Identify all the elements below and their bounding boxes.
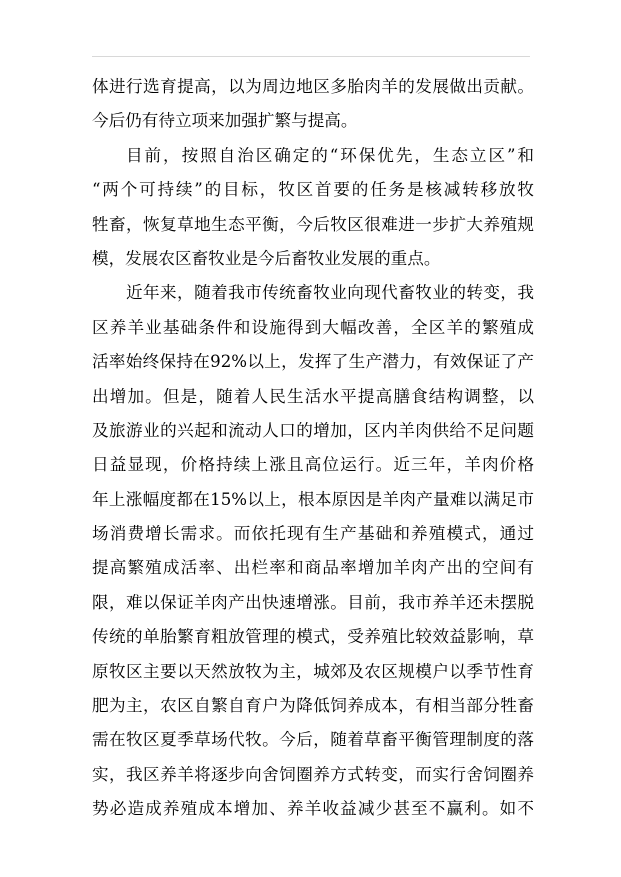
- text-line: 区养羊业基础条件和设施得到大幅改善，全区羊的繁殖成: [92, 317, 534, 337]
- text-line: 模，发展农区畜牧业是今后畜牧业发展的重点。: [92, 248, 441, 268]
- text-line: 日益显现，价格持续上涨且高位运行。近三年，羊肉价格: [92, 455, 534, 475]
- text-line: 及旅游业的兴起和流动人口的增加，区内羊肉供给不足问题: [92, 420, 534, 440]
- paragraph-first-line: 目前，按照自治区确定的“环保优先，生态立区”和: [126, 145, 534, 165]
- text-line: 原牧区主要以天然放牧为主，城郊及农区规模户以季节性育: [92, 661, 534, 681]
- text-line: 体进行选育提高，以为周边地区多胎肉羊的发展做出贡献。: [92, 77, 534, 96]
- document-body: [92, 70, 534, 827]
- text-line: 年上涨幅度都在15%以上，根本原因是羊肉产量难以满足市: [92, 489, 534, 509]
- text-line: 出增加。但是，随着人民生活水平提高膳食结构调整，以: [92, 386, 534, 406]
- text-line: 传统的单胎繁育粗放管理的模式，受养殖比较效益影响，草: [92, 627, 534, 647]
- header-divider: [92, 56, 530, 57]
- text-line: 需在牧区夏季草场代牧。今后，随着草畜平衡管理制度的落: [92, 730, 534, 750]
- text-line: 势必造成养殖成本增加、养羊收益减少甚至不赢利。如不: [92, 799, 534, 819]
- text-line: 牲畜，恢复草地生态平衡，今后牧区很难进一步扩大养殖规: [92, 214, 534, 234]
- text-line: “两个可持续”的目标，牧区首要的任务是核减转移放牧: [92, 180, 534, 200]
- text-line: 提高繁殖成活率、出栏率和商品率增加羊肉产出的空间有: [92, 558, 534, 578]
- text-line: 今后仍有待立项来加强扩繁与提高。: [92, 111, 358, 131]
- text-line: 肥为主，农区自繁自育户为降低饲养成本，有相当部分牲畜: [92, 696, 534, 716]
- text-line: 限，难以保证羊肉产出快速增涨。目前，我市养羊还未摆脱: [92, 592, 534, 612]
- text-line: 场消费增长需求。而依托现有生产基础和养殖模式，通过: [92, 524, 534, 544]
- paragraph-first-line: 近年来，随着我市传统畜牧业向现代畜牧业的转变，我: [126, 283, 534, 303]
- text-line: 活率始终保持在92%以上，发挥了生产潜力，有效保证了产: [92, 352, 534, 372]
- text-line: 实，我区养羊将逐步向舍饲圈养方式转变，而实行舍饲圈养: [92, 764, 534, 784]
